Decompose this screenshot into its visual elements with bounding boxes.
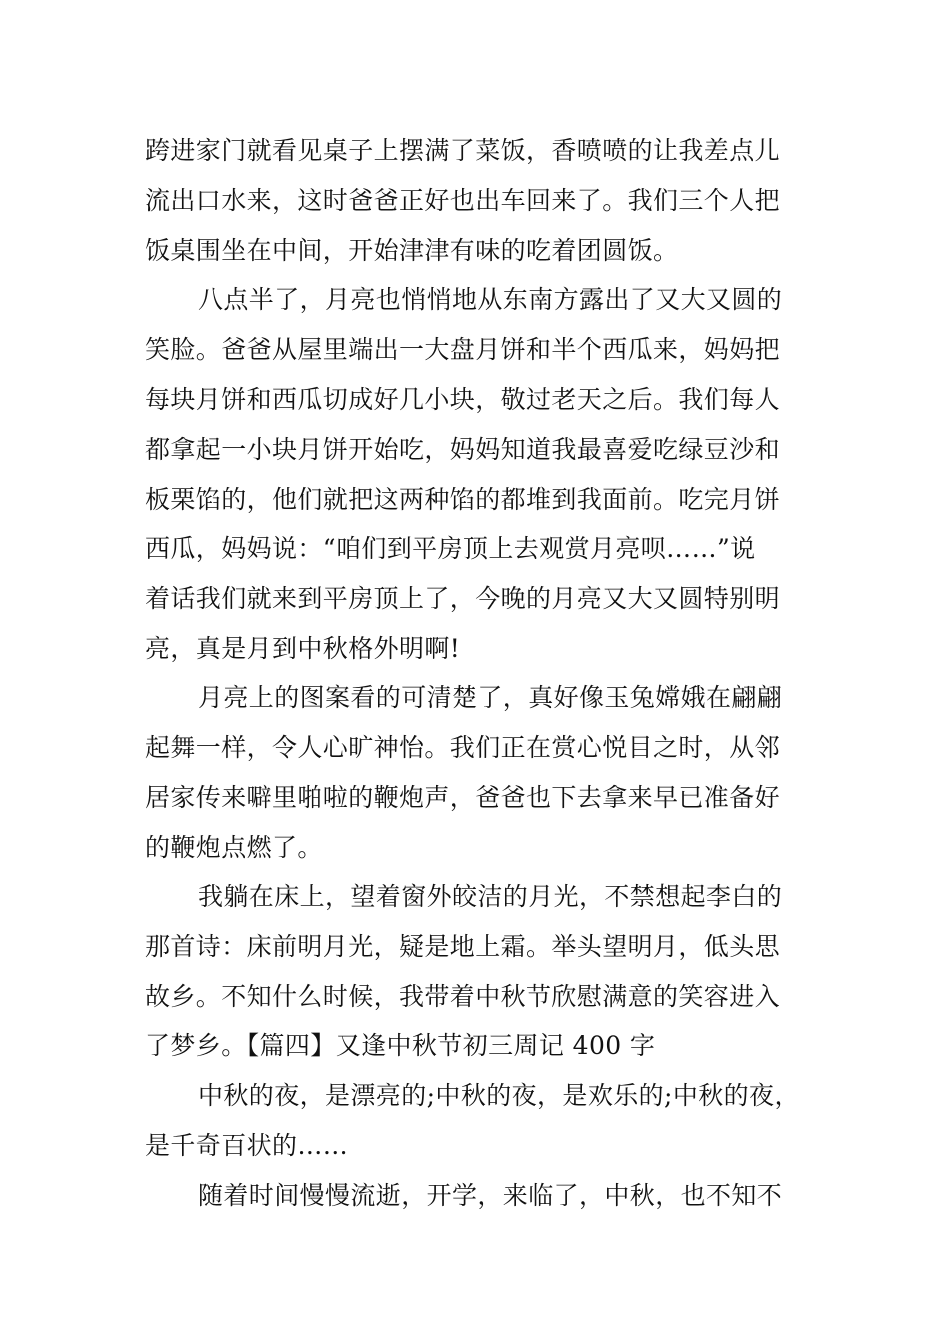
paragraph-first-line: 月亮上的图案看的可清楚了，真好像玉兔嫦娥在翩翩 [198, 683, 783, 712]
paragraph-first-line: 随着时间慢慢流逝，开学，来临了，中秋，也不知不 [198, 1181, 783, 1210]
text-line: 亮，真是月到中秋格外明啊! [145, 634, 461, 663]
text-line: 故乡。不知什么时候，我带着中秋节欣慰满意的笑容进入 [145, 982, 781, 1011]
text-line: 的鞭炮点燃了。 [145, 833, 323, 862]
text-line: 饭桌围坐在中间，开始津津有味的吃着团圆饭。 [145, 236, 679, 265]
text-line: 着话我们就来到平房顶上了，今晚的月亮又大又圆特别明 [145, 584, 781, 613]
text-line: 了梦乡。【篇四】又逢中秋节初三周记 400 字 [145, 1031, 656, 1060]
text-line: 跨进家门就看见桌子上摆满了菜饭，香喷喷的让我差点儿 [145, 136, 781, 165]
text-line: 是千奇百状的…… [145, 1131, 349, 1160]
text-line: 流出口水来，这时爸爸正好也出车回来了。我们三个人把 [145, 186, 781, 215]
text-line: 那首诗：床前明月光，疑是地上霜。举头望明月，低头思 [145, 932, 781, 961]
paragraph-first-line: 八点半了，月亮也悄悄地从东南方露出了又大又圆的 [198, 285, 783, 314]
text-line: 西瓜，妈妈说：“咱们到平房顶上去观赏月亮呗……”说 [145, 534, 756, 563]
text-line: 都拿起一小块月饼开始吃，妈妈知道我最喜爱吃绿豆沙和 [145, 435, 781, 464]
paragraph-first-line: 我躺在床上，望着窗外皎洁的月光，不禁想起李白的 [198, 882, 783, 911]
text-line: 每块月饼和西瓜切成好几小块，敬过老天之后。我们每人 [145, 385, 781, 414]
text-line: 笑脸。爸爸从屋里端出一大盘月饼和半个西瓜来，妈妈把 [145, 335, 781, 364]
text-line: 板栗馅的，他们就把这两种馅的都堆到我面前。吃完月饼 [145, 485, 781, 514]
paragraph-first-line: 中秋的夜，是漂亮的;中秋的夜，是欢乐的;中秋的夜， [198, 1081, 800, 1110]
text-line: 起舞一样，令人心旷神怡。我们正在赏心悦目之时，从邻 [145, 733, 781, 762]
text-line: 居家传来噼里啪啦的鞭炮声，爸爸也下去拿来早已准备好 [145, 783, 781, 812]
